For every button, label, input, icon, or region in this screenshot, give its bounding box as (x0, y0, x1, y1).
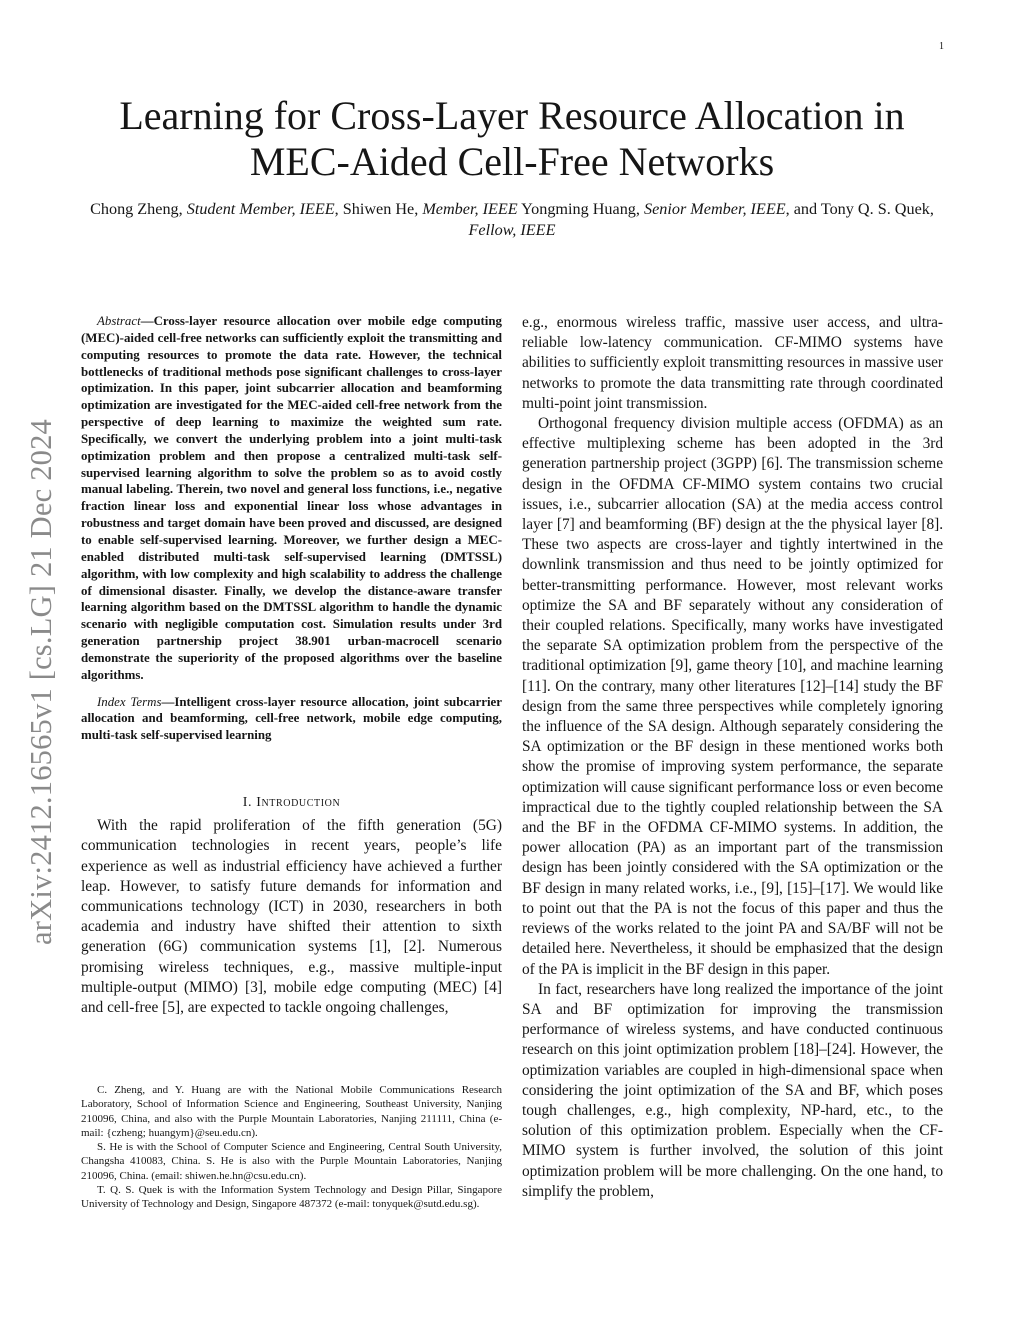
page-number: 1 (939, 41, 944, 52)
body-paragraph-joint-optimization: In fact, researchers have long realized the importance of the joint SA and BF optimization for improving the transmission performance of wireless systems, and have conducted continuous research on this joint optimization problem [18]–[24]. However, the optimization variables are coupled in high-dimensional space when considering the joint optimization of the SA and BF, which poses tough challenges, e.g., high complexity, NP-hard, etc., to the solution of this optimization problem. Especially when the CF-MIMO system is further involved, the solution of this joint optimization problem will be more challenging. On the one hand, to simplify the problem, (522, 980, 943, 1200)
author-name: , Shiwen He, (334, 200, 423, 218)
author-name: , and Tony Q. S. Quek, (785, 200, 934, 218)
author-name: Yongming Huang, (517, 200, 644, 218)
abstract (81, 313, 502, 684)
footnote-affiliation-1: C. Zheng, and Y. Huang are with the National Mobile Communications Research Laboratory, School of Information Science and Engineering, Southeast University, Nanjing 210096, China, and also with the Purple Mountain Laboratories, Nanjing 211111, China (e-mail: {czheng; huangym}@seu.edu.cn). (81, 1084, 502, 1139)
section-number: I. (242, 795, 257, 811)
section-title: Introduction (256, 795, 341, 811)
body-paragraph-ofdma: Orthogonal frequency division multiple access (OFDMA) as an effective multiplexing scheme has been adopted in the 3rd generation partnership project (3GPP) [6]. The transmission scheme design in the OFDMA CF-MIMO system contains two crucial issues, i.e., subcarrier allocation (SA) at the media access control layer [7] and beamforming (BF) design at the the physical layer [8]. These two aspects are cross-layer and tightly intertwined in the downlink transmission and thus need to be jointly optimized for better-transmitting performance. However, most relevant works optimize the SA and BF separately without any consideration of their coupled relations. Specifically, many works have investigated the separate SA optimization problem from the perspective of the traditional optimization [9], game theory [10], and machine learning [11]. On the contrary, many other literatures [12]–[14] study the BF design from the same three perspectives while completely ignoring the influence of the SA design. Although separately considering the SA optimization or the BF design in these mentioned works both show the promise of improving system performance, the separate optimization will cause significant performance loss or even become impractical due to the tightly coupled relationship between the SA and the BF in the OFDMA CF-MIMO systems. In addition, the power allocation (PA) as an important part of the transmission design has been jointly considered with the SA optimization or the BF design in many related works, i.e., [9], [15]–[17]. We would like to point out that the PA is not the focus of this paper and thus the reviews of the works related to the joint PA and SA/BF will not be detailed here. Nevertheless, it should be emphasized that the design of the PA is implicit in the BF design in this paper. (522, 415, 943, 978)
index-terms (81, 694, 502, 745)
footnote-affiliation-2: S. He is with the School of Computer Science and Engineering, Central South University, Changsha 410083, China. S. He is also with the Purple Mountain Laboratories, Nanjing 210096, China. (email: shiwen.he.hn@csu.edu.cn). (81, 1141, 502, 1182)
intro-paragraph-1: With the rapid proliferation of the fifth generation (5G) communication technologies in recent years, people’s life experience as well as industrial efficiency have achieved a further leap. However, to satisfy future demands for information and communications technology (ICT) in 2030, researchers in both academia and industry have shifted their attention to sixth generation (6G) communication systems [1], [2]. Numerous promising wireless techniques, e.g., massive multiple-input multiple-output (MIMO) [3], mobile edge computing (MEC) [4] and cell-free [5], are expected to tackle ongoing challenges, (81, 817, 502, 1016)
author-name: Chong Zheng, (90, 200, 187, 218)
paper-title: Learning for Cross-Layer Resource Allocation in MEC-Aided Cell-Free Networks (119, 93, 905, 184)
index-terms-text: —Intelligent cross-layer resource allocation, joint subcarrier allocation and beamforming, cell-free network, mobile edge computing, multi-task self-supervised learning (81, 694, 502, 743)
author-membership: Senior Member, IEEE (644, 200, 786, 218)
abstract-text: —Cross-layer resource allocation over mobile edge computing (MEC)-aided cell-free networks can sufficiently exploit the transmitting and computing resources to promote the data rate. However, the technical bottlenecks of traditional methods pose significant challenges to cross-layer optimization. In this paper, joint subcarrier allocation and beamforming optimization are investigated for the MEC-aided cell-free network from the perspective of deep learning to maximize the weighted sum rate. Specifically, we convert the underlying problem into a joint multi-task optimization problem and then propose a centralized multi-task self-supervised learning algorithm to solve the problem so as to avoid costly manual labeling. Therein, two novel and general loss functions, i.e., negative fraction linear loss and exponential linear loss whose advantages in robustness and target domain have been proved and discussed, are designed to enable self-supervised learning. Moreover, we further design a MEC-enabled distributed multi-task self-supervised learning (DMTSSL) algorithm, with low complexity and high scalability to address the challenge of dimensional disaster. Finally, we develop the distance-aware transfer learning algorithm based on the DMTSSL algorithm to handle the dynamic scenario with negligible computation cost. Simulation results under 3rd generation partnership project 38.901 urban-macrocell scenario demonstrate the superiority of the proposed algorithms over the baseline algorithms. (81, 314, 502, 682)
author-membership: Fellow, IEEE (468, 221, 556, 239)
index-terms-label: Index Terms (97, 694, 162, 709)
abstract-label: Abstract (97, 314, 141, 328)
author-membership: Student Member, IEEE (186, 200, 335, 218)
footnote-affiliation-3: T. Q. S. Quek is with the Information System Technology and Design Pillar, Singapore University of Technology and Design, Singapore 487372 (e-mail: tonyquek@sutd.edu.sg). (81, 1184, 502, 1211)
left-column (81, 313, 502, 1018)
footnotes (81, 1083, 502, 1212)
section-heading (81, 795, 502, 811)
author-membership: Member, IEEE (422, 200, 518, 218)
author-list (80, 199, 944, 241)
arxiv-identifier: arXiv:2412.16565v1 [cs.LG] 21 Dec 2024 (24, 419, 58, 945)
right-column (522, 313, 943, 1202)
body-paragraph-continued: e.g., enormous wireless traffic, massive user access, and ultra-reliable low-latency communication. CF-MIMO systems have abilities to sufficiently exploit transmitting resources in massive user networks to promote the data transmitting rate through coordinated multi-point joint transmission. (522, 314, 943, 412)
